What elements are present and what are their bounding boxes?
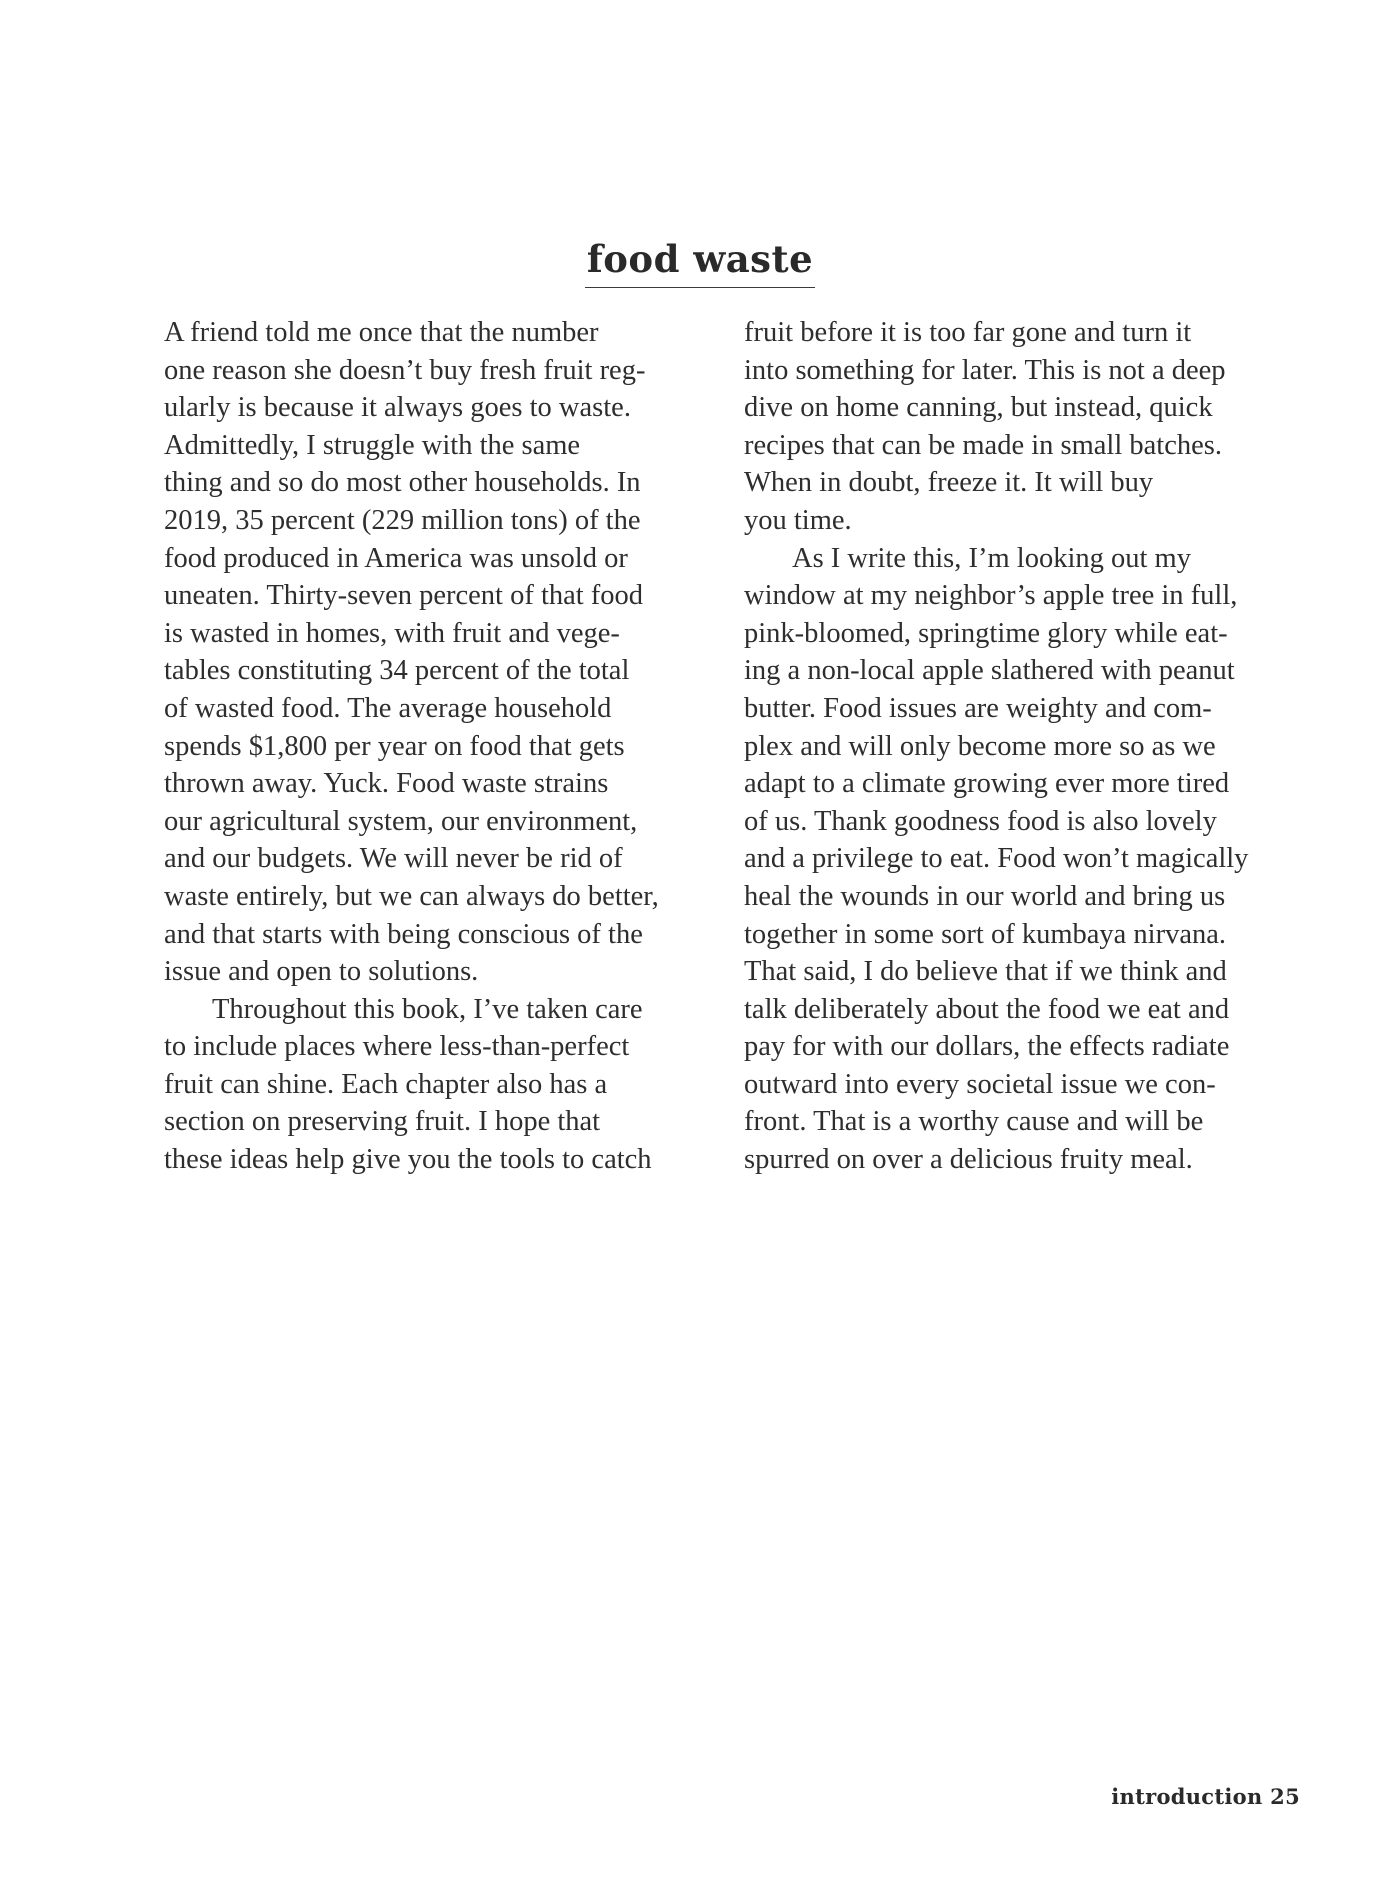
text-line: window at my neighbor’s apple tree in full, bbox=[744, 580, 1238, 612]
text-line: of wasted food. The average household bbox=[164, 692, 612, 724]
text-line: heal the wounds in our world and bring us bbox=[744, 880, 1226, 912]
text-line: our agricultural system, our environment, bbox=[164, 805, 638, 837]
text-line: pink-bloomed, springtime glory while eat- bbox=[744, 617, 1228, 649]
text-line: 2019, 35 percent (229 million tons) of the bbox=[164, 504, 641, 536]
text-line: dive on home canning, but instead, quick bbox=[744, 392, 1213, 424]
text-line: plex and will only become more so as we bbox=[744, 730, 1216, 762]
paragraph-first-line: Throughout this book, I’ve taken care bbox=[212, 993, 643, 1025]
left-text-column bbox=[164, 314, 724, 1179]
text-line: talk deliberately about the food we eat and bbox=[744, 993, 1230, 1025]
text-line: butter. Food issues are weighty and com- bbox=[744, 692, 1212, 724]
text-line: Admittedly, I struggle with the same bbox=[164, 429, 581, 461]
text-line: waste entirely, but we can always do better, bbox=[164, 880, 659, 912]
text-line: spurred on over a delicious fruity meal. bbox=[744, 1144, 1193, 1176]
text-line: front. That is a worthy cause and will be bbox=[744, 1106, 1204, 1138]
text-line: outward into every societal issue we con- bbox=[744, 1068, 1216, 1100]
text-line: into something for later. This is not a deep bbox=[744, 354, 1226, 386]
text-line: food produced in America was unsold or bbox=[164, 542, 628, 574]
text-line: That said, I do believe that if we think and bbox=[744, 956, 1227, 988]
text-line: section on preserving fruit. I hope that bbox=[164, 1106, 601, 1138]
text-line: is wasted in homes, with fruit and vege- bbox=[164, 617, 620, 649]
right-text-column bbox=[744, 314, 1310, 1179]
text-line: and that starts with being conscious of the bbox=[164, 918, 643, 950]
text-line: uneaten. Thirty-seven percent of that food bbox=[164, 580, 644, 612]
text-line: these ideas help give you the tools to catch bbox=[164, 1144, 652, 1176]
text-line: thing and so do most other households. In bbox=[164, 467, 641, 499]
text-line: pay for with our dollars, the effects radiate bbox=[744, 1031, 1230, 1063]
text-line: ularly is because it always goes to waste. bbox=[164, 392, 631, 424]
section-heading: food waste bbox=[585, 238, 815, 288]
page-number: 25 bbox=[1270, 1784, 1300, 1809]
text-line: fruit before it is too far gone and turn it bbox=[744, 317, 1192, 348]
heading-container bbox=[0, 238, 1400, 288]
text-line: one reason she doesn’t buy fresh fruit reg- bbox=[164, 354, 646, 386]
text-line: recipes that can be made in small batches. bbox=[744, 429, 1222, 461]
text-line: issue and open to solutions. bbox=[164, 956, 479, 988]
text-line: When in doubt, freeze it. It will buy bbox=[744, 467, 1154, 499]
text-line: you time. bbox=[744, 504, 852, 536]
text-line: together in some sort of kumbaya nirvana. bbox=[744, 918, 1226, 950]
text-line: ing a non-local apple slathered with peanut bbox=[744, 655, 1235, 687]
text-line: thrown away. Yuck. Food waste strains bbox=[164, 768, 609, 800]
text-line: A friend told me once that the number bbox=[164, 317, 599, 348]
page-footer bbox=[1111, 1784, 1300, 1809]
text-line: of us. Thank goodness food is also lovely bbox=[744, 805, 1217, 837]
running-section-title: introduction bbox=[1111, 1784, 1263, 1809]
text-line: to include places where less-than-perfect bbox=[164, 1031, 630, 1063]
paragraph-first-line: As I write this, I’m looking out my bbox=[792, 542, 1191, 574]
text-line: and our budgets. We will never be rid of bbox=[164, 843, 623, 875]
text-line: fruit can shine. Each chapter also has a bbox=[164, 1068, 608, 1100]
text-line: tables constituting 34 percent of the total bbox=[164, 655, 630, 687]
text-line: and a privilege to eat. Food won’t magically bbox=[744, 843, 1249, 875]
text-line: spends $1,800 per year on food that gets bbox=[164, 730, 625, 762]
text-line: adapt to a climate growing ever more tired bbox=[744, 768, 1230, 800]
